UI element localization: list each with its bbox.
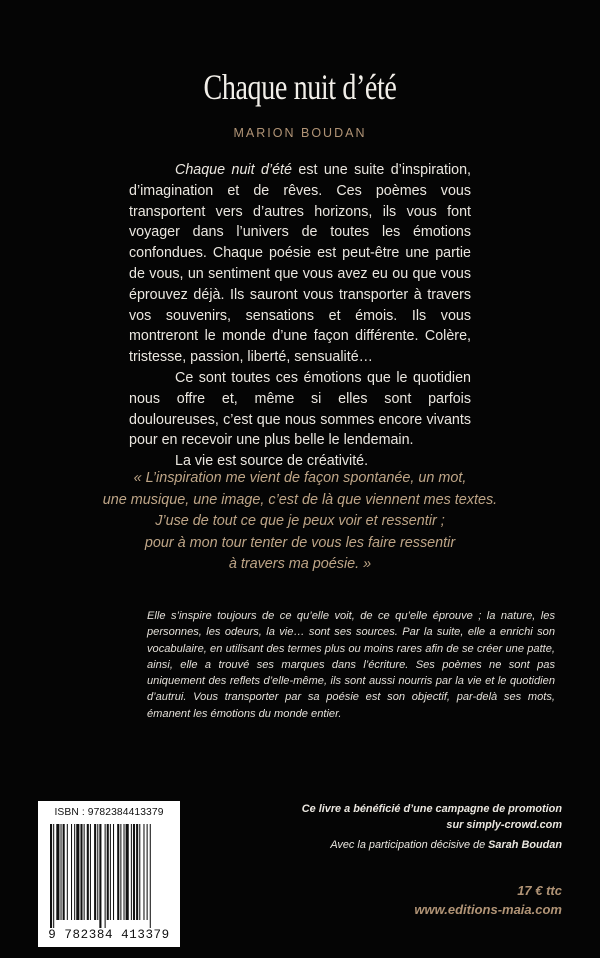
barcode-bar [107, 824, 109, 920]
book-title: Chaque nuit d’été [203, 67, 397, 107]
participation-note [202, 839, 562, 851]
barcode-bar [97, 824, 98, 920]
quote-line: « L’inspiration me vient de façon spontanée, un mot, [133, 470, 467, 486]
barcode-bar [53, 824, 54, 928]
participant-name: Sarah Boudan [488, 839, 562, 851]
barcode-bar [105, 824, 106, 928]
blurb [129, 160, 471, 472]
blurb-paragraph-1 [129, 160, 471, 368]
barcode-bar [84, 824, 85, 920]
promotion-line-2: sur simply-crowd.com [446, 819, 562, 831]
barcode-bar [90, 824, 91, 920]
barcode-bar [143, 824, 144, 920]
barcode-bar [99, 824, 101, 928]
barcode-bar [87, 824, 89, 920]
quote-line: à travers ma poésie. » [228, 556, 372, 573]
barcode-bar [80, 824, 82, 920]
barcode-bar [131, 824, 132, 920]
blurb-paragraph-3: La vie est source de créativité. [175, 453, 369, 470]
barcode-bar [133, 824, 135, 920]
barcode-bar [76, 824, 79, 920]
barcode-bar [56, 824, 59, 920]
barcode-bar [63, 824, 65, 920]
barcode-bar [126, 824, 129, 920]
barcode-digits: 9 782384 413379 [48, 928, 170, 942]
barcode-bar [61, 824, 62, 920]
price: 17 € ttc [517, 883, 562, 898]
barcode-bar [117, 824, 119, 920]
author-bio: Elle s’inspire toujours de ce qu’elle voit, de ce qu’elle éprouve ; la nature, les personnes, les odeurs, la vie… sont ses sources. Par la suite, elle a enrichi son vocabulaire, en utilisant des termes plus ou moins rares afin de se créer une patte, ainsi, elle a trouvé ses marques dans l’écriture. Ses poèmes ne sont pas uniquement des reflets d’elle-même, ils sont aussi nourris par la vie et le quotidien d’autrui. Vous transporter par sa poésie est son objectif, par-delà ses mots, émanent les émotions du monde entier. [147, 610, 555, 720]
blurb-book-title: Chaque nuit d’été [175, 162, 292, 178]
barcode-bar [136, 824, 138, 920]
promotion-note [202, 801, 562, 833]
barcode-bar [67, 824, 68, 920]
isbn-barcode [38, 801, 180, 947]
barcode-bar [120, 824, 121, 920]
barcode-bar [124, 824, 125, 920]
blurb-paragraph-1-text: est une suite d’inspiration, d’imagination et de rêves. Ces poèmes vous transportent vers d’autres horizons, ils vous font voyager dans l’univers de toutes les émotions confondues. Chaque poésie est peut-être une partie de vous, un sentiment que vous avez eu ou que vous éprouvez déjà. Ils sauront vous transporter à travers vos souvenirs, sensations et émois. Ils vous montreront le monde d’une façon différente. Colère, tristesse, passion, liberté, sensualité… [129, 162, 471, 366]
barcode-bar [74, 824, 75, 920]
quote-line: une musique, une image, c’est de là que viennent mes textes. [102, 491, 498, 508]
barcode-bar [147, 824, 148, 920]
barcode-bar [50, 824, 52, 928]
barcode-bar [113, 824, 114, 920]
author-name: MARION BOUDAN [233, 126, 367, 140]
barcode-bar [139, 824, 140, 920]
quote-line: pour à mon tour tenter de vous les faire ressentir [144, 534, 456, 551]
participation-prefix: Avec la participation décisive de [330, 839, 489, 851]
isbn-label: ISBN : 9782384413379 [54, 807, 164, 818]
barcode-bar [94, 824, 96, 920]
quote-line: J’use de tout ce que je peux voir et ressentir ; [155, 513, 445, 530]
barcode-bar [110, 824, 111, 920]
publisher-website: www.editions-maia.com [414, 902, 562, 917]
barcode-bar [71, 824, 72, 920]
promotion-line-1: Ce livre a bénéficié d’une campagne de promotion [301, 803, 562, 815]
barcode-bar [150, 824, 151, 928]
barcode-bars [50, 824, 168, 928]
author-quote [60, 468, 540, 576]
blurb-paragraph-2: Ce sont toutes ces émotions que le quotidien nous offre et, même si elles sont parfois douloureuses, c’est que nous sommes encore vivants pour en recevoir une plus belle le lendemain. [129, 369, 471, 449]
